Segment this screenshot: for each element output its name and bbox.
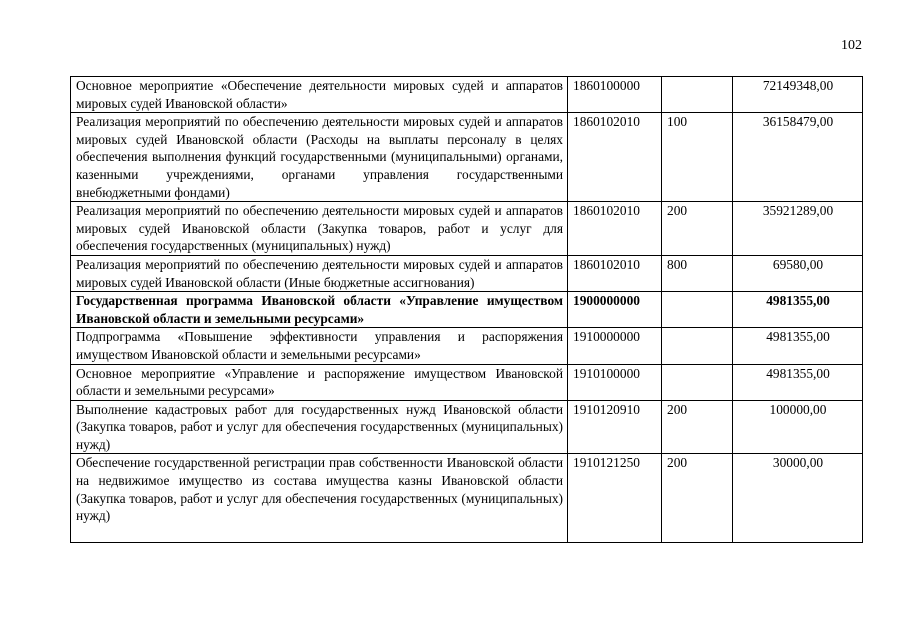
expense-kind <box>662 77 733 113</box>
target-code: 1910120910 <box>568 400 662 454</box>
target-code: 1910121250 <box>568 454 662 543</box>
expense-name: Реализация мероприятий по обеспечению деятельности мировых судей и аппаратов мировых судей Ивановской области (Закупка товаров, работ и услуг для обеспечения государственных (муниципальных) нужд) <box>71 202 568 256</box>
expense-kind: 200 <box>662 202 733 256</box>
table-row <box>71 454 863 543</box>
expense-kind: 100 <box>662 113 733 202</box>
table-row <box>71 328 863 364</box>
table-row <box>71 202 863 256</box>
budget-table <box>70 76 863 543</box>
amount: 4981355,00 <box>733 292 863 328</box>
target-code: 1860102010 <box>568 255 662 291</box>
target-code: 1910000000 <box>568 328 662 364</box>
target-code: 1900000000 <box>568 292 662 328</box>
expense-name: Основное мероприятие «Управление и распоряжение имуществом Ивановской области и земельными ресурсами» <box>71 364 568 400</box>
expense-kind <box>662 292 733 328</box>
target-code: 1860100000 <box>568 77 662 113</box>
page-number: 102 <box>841 38 862 53</box>
amount: 36158479,00 <box>733 113 863 202</box>
amount: 35921289,00 <box>733 202 863 256</box>
target-code: 1860102010 <box>568 113 662 202</box>
amount: 100000,00 <box>733 400 863 454</box>
amount: 4981355,00 <box>733 328 863 364</box>
table-row <box>71 113 863 202</box>
expense-name: Реализация мероприятий по обеспечению деятельности мировых судей и аппаратов мировых судей Ивановской области (Иные бюджетные ассигнования) <box>71 255 568 291</box>
table-row <box>71 255 863 291</box>
amount: 69580,00 <box>733 255 863 291</box>
table-row <box>71 400 863 454</box>
expense-name: Обеспечение государственной регистрации прав собственности Ивановской области на недвижимое имущество из состава имущества казны Ивановской области (Закупка товаров, работ и услуг для обеспечения государственных (муниципальных) нужд) <box>71 454 568 543</box>
table-row <box>71 364 863 400</box>
expense-kind: 200 <box>662 400 733 454</box>
amount: 4981355,00 <box>733 364 863 400</box>
expense-name: Реализация мероприятий по обеспечению деятельности мировых судей и аппаратов мировых судей Ивановской области (Расходы на выплаты персоналу в целях обеспечения выполнения функций государственными (муниципальными) органами, казенными учреждениями, органами управления государственными внебюджетными фондами) <box>71 113 568 202</box>
expense-kind <box>662 328 733 364</box>
expense-kind <box>662 364 733 400</box>
table-row-program <box>71 292 863 328</box>
expense-name: Выполнение кадастровых работ для государственных нужд Ивановской области (Закупка товаров, работ и услуг для обеспечения государственных (муниципальных) нужд) <box>71 400 568 454</box>
target-code: 1860102010 <box>568 202 662 256</box>
target-code: 1910100000 <box>568 364 662 400</box>
expense-name: Основное мероприятие «Обеспечение деятельности мировых судей и аппаратов мировых судей Ивановской области» <box>71 77 568 113</box>
amount: 72149348,00 <box>733 77 863 113</box>
amount: 30000,00 <box>733 454 863 543</box>
expense-kind: 200 <box>662 454 733 543</box>
expense-name: Подпрограмма «Повышение эффективности управления и распоряжения имуществом Ивановской области и земельными ресурсами» <box>71 328 568 364</box>
table-row <box>71 77 863 113</box>
expense-name: Государственная программа Ивановской области «Управление имуществом Ивановской области и земельными ресурсами» <box>71 292 568 328</box>
expense-kind: 800 <box>662 255 733 291</box>
